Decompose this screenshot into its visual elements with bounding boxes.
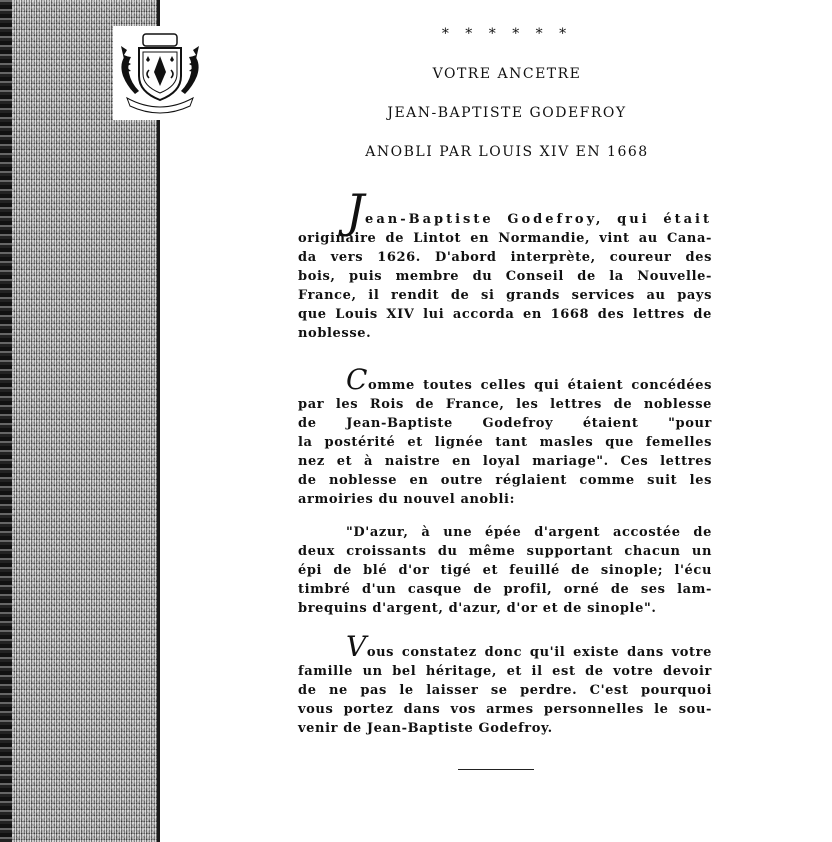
paragraph-line: armoiries du nouvel anobli: — [298, 492, 515, 507]
paragraph-line: Vous constatez donc qu'il existe dans votre — [346, 630, 712, 663]
page-title-ancestor-name: JEAN-BAPTISTE GODEFROY — [387, 105, 627, 121]
decorative-stars: * * * * * * — [441, 26, 573, 42]
paragraph-line: épi de blé d'or tigé et feuillé de sinople; l'écu — [298, 563, 712, 578]
paragraph-line: nez et à naistre en loyal mariage". Ces lettres — [298, 454, 712, 469]
paragraph-line: deux croissants du même supportant chacun un — [298, 544, 712, 559]
paragraph-line: que Louis XIV lui accorda en 1668 des lettres de — [298, 307, 712, 322]
paragraph-line: de Jean-Baptiste Godefroy étaient "pour — [298, 416, 712, 431]
paragraph-origin — [298, 184, 712, 343]
coat-of-arms-image — [113, 26, 207, 120]
paragraph-line: la postérité et lignée tant masles que femelles — [298, 435, 712, 450]
paragraph-armorial-quote — [298, 523, 712, 618]
paragraph-line: originaire de Lintot en Normandie, vint au Cana- — [298, 231, 712, 246]
drop-cap: C — [346, 363, 369, 396]
paragraph-line: noblesse. — [298, 326, 372, 341]
paragraph-heritage — [298, 630, 712, 738]
paragraph-line: par les Rois de France, les lettres de noblesse — [298, 397, 712, 412]
page-title-line-1: VOTRE ANCETRE — [432, 66, 582, 82]
drop-cap: J — [346, 184, 366, 238]
paragraph-line: "D'azur, à une épée d'argent accostée de — [346, 525, 712, 540]
paragraph-line: de ne pas le laisser se perdre. C'est pourquoi — [298, 683, 712, 698]
paragraph-line: France, il rendit de si grands services au pays — [298, 288, 712, 303]
closing-divider — [458, 769, 534, 770]
paragraph-line: da vers 1626. D'abord interprète, coureur des — [298, 250, 712, 265]
paragraph-line: timbré d'un casque de profil, orné de ses lam- — [298, 582, 712, 597]
paragraph-line: Comme toutes celles qui étaient concédées — [346, 363, 712, 396]
paragraph-letters-of-nobility — [298, 363, 712, 509]
paragraph-line: brequins d'argent, d'azur, d'or et de sinople". — [298, 601, 657, 616]
paragraph-line: bois, puis membre du Conseil de la Nouvelle- — [298, 269, 712, 284]
paragraph-line: Jean-Baptiste Godefroy, qui était — [346, 184, 712, 238]
paragraph-line: de noblesse en outre réglaient comme suit les — [298, 473, 712, 488]
page-title-ennoblement: ANOBLI PAR LOUIS XIV EN 1668 — [365, 144, 649, 160]
paragraph-line: venir de Jean-Baptiste Godefroy. — [298, 721, 553, 736]
decorative-side-strip — [0, 0, 160, 842]
drop-cap: V — [346, 630, 367, 663]
paragraph-line: famille un bel héritage, et il est de votre devoir — [298, 664, 712, 679]
paragraph-line: vous portez dans vos armes personnelles le sou- — [298, 702, 712, 717]
